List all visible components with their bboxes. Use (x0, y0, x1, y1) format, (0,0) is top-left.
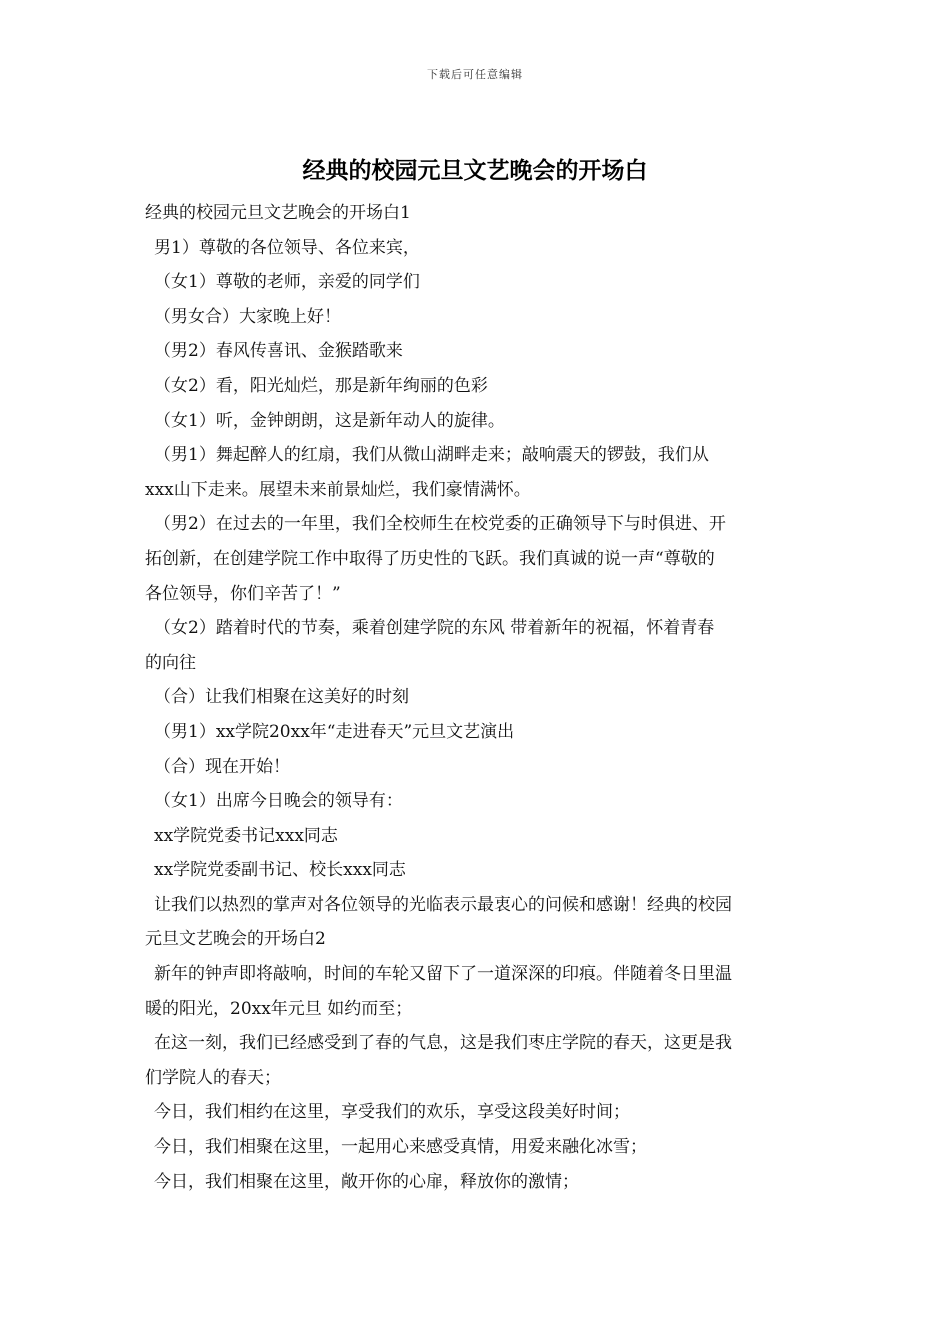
text-line: xxx山下走来。展望未来前景灿烂，我们豪情满怀。 (145, 479, 531, 500)
text-line: （合）现在开始！ (154, 756, 290, 777)
text-line: 今日，我们相约在这里，享受我们的欢乐，享受这段美好时间； (154, 1102, 630, 1123)
text-line: 的向往 (145, 652, 196, 673)
header-note: 下载后可任意编辑 (427, 68, 523, 81)
text-line: （女2）看，阳光灿烂，那是新年绚丽的色彩 (154, 375, 488, 396)
text-line: 暖的阳光，20xx年元旦 如约而至； (145, 998, 413, 1019)
text-line: 在这一刻，我们已经感受到了春的气息，这是我们枣庄学院的春天，这更是我 (154, 1033, 732, 1054)
text-line: xx学院党委副书记、校长xxx同志 (154, 860, 406, 881)
text-line: （男1）xx学院20xx年“走进春天”元旦文艺演出 (154, 721, 515, 742)
text-line: 经典的校园元旦文艺晚会的开场白1 (145, 203, 411, 223)
text-line: 男1）尊敬的各位领导、各位来宾， (154, 237, 420, 258)
text-line: 各位领导，你们辛苦了！” (145, 583, 341, 604)
text-line: （女2）踏着时代的节奏，乘着创建学院的东风 带着新年的祝福，怀着青春 (154, 618, 715, 639)
text-line: （男2）春风传喜讯、金猴踏歌来 (154, 341, 403, 362)
text-line: 拓创新，在创建学院工作中取得了历史性的飞跃。我们真诚的说一声“尊敬的 (145, 548, 715, 569)
text-line: 们学院人的春天； (145, 1067, 281, 1088)
text-line: 让我们以热烈的掌声对各位领导的光临表示最衷心的问候和感谢！经典的校园 (154, 894, 732, 915)
text-line: （女1）出席今日晚会的领导有： (154, 791, 403, 812)
text-line: （男2）在过去的一年里，我们全校师生在校党委的正确领导下与时俱进、开 (154, 514, 726, 535)
text-line: （合）让我们相聚在这美好的时刻 (154, 687, 409, 708)
text-line: 新年的钟声即将敲响，时间的车轮又留下了一道深深的印痕。伴随着冬日里温 (154, 964, 732, 985)
text-line: （女1）听，金钟朗朗，这是新年动人的旋律。 (154, 410, 505, 431)
text-line: （男1）舞起醉人的红扇，我们从微山湖畔走来；敲响震天的锣鼓，我们从 (154, 445, 709, 466)
document-title: 经典的校园元旦文艺晚会的开场白 (302, 157, 648, 184)
text-line: 今日，我们相聚在这里，敞开你的心扉，释放你的激情； (154, 1171, 579, 1192)
text-line: xx学院党委书记xxx同志 (154, 825, 338, 846)
text-line: 元旦文艺晚会的开场白2 (145, 929, 326, 950)
text-line: 今日，我们相聚在这里，一起用心来感受真情，用爱来融化冰雪； (154, 1137, 647, 1158)
text-line: （男女合）大家晚上好！ (154, 306, 341, 327)
text-line: （女1）尊敬的老师，亲爱的同学们 (154, 272, 420, 293)
document-body (145, 196, 813, 1199)
